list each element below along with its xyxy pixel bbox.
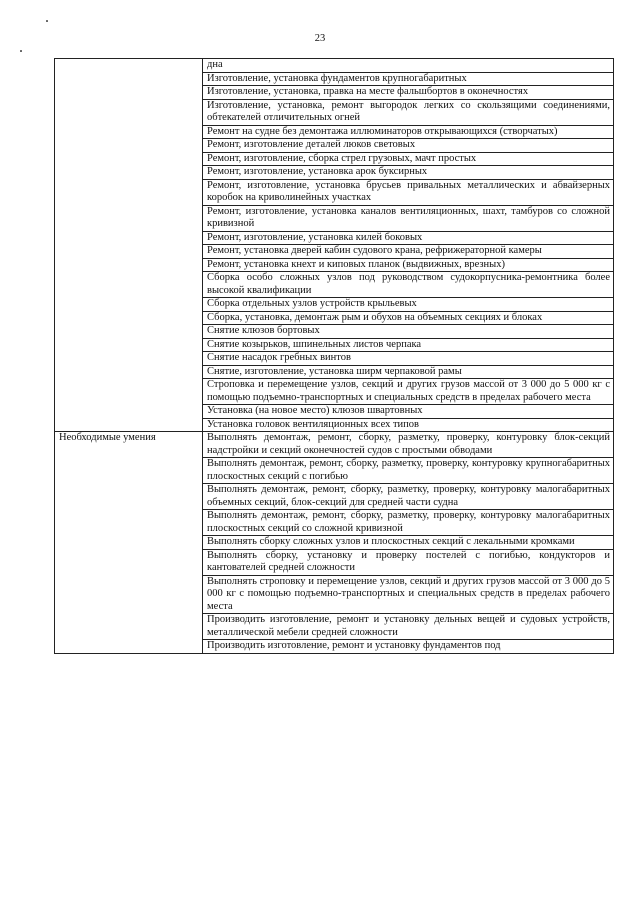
table-cell: Ремонт, изготовление, установка арок буксирных: [203, 166, 614, 180]
table-cell: Ремонт, установка дверей кабин судового крана, рефрижераторной камеры: [203, 245, 614, 259]
table-cell: Сборка особо сложных узлов под руководством судокорпусника-ремонтника более высокой квалификации: [203, 272, 614, 298]
table-cell: Сборка, установка, демонтаж рым и обухов на объемных секциях и блоках: [203, 311, 614, 325]
table-cell: Производить изготовление, ремонт и установку фундаментов под: [203, 640, 614, 654]
table-cell: Снятие козырьков, шпинельных листов черпака: [203, 338, 614, 352]
scan-speck: [20, 50, 22, 52]
table-cell: Ремонт на судне без демонтажа иллюминаторов открывающихся (створчатых): [203, 125, 614, 139]
table-cell: Снятие, изготовление, установка ширм черпаковой рамы: [203, 365, 614, 379]
table-cell: Ремонт, изготовление, установка брусьев привальных металлических и абвайзерных коробок на криволинейных участках: [203, 179, 614, 205]
table-cell: Производить изготовление, ремонт и установку дельных вещей и судовых устройств, металлической мебели средней сложности: [203, 614, 614, 640]
table-cell: Изготовление, установка, правка на месте фальшбортов в оконечностях: [203, 86, 614, 100]
table-cell: Выполнять строповку и перемещение узлов, секций и других грузов массой от 3 000 до 5 000 кг с помощью подъемно-транспортных и специальных средств в пределах рабочего места: [203, 575, 614, 614]
table-cell: Снятие клюзов бортовых: [203, 325, 614, 339]
table-cell: Изготовление, установка фундаментов крупногабаритных: [203, 72, 614, 86]
competency-table: [54, 58, 614, 654]
table-row: [55, 432, 614, 458]
table-cell: Ремонт, изготовление, установка килей боковых: [203, 231, 614, 245]
table-cell: Выполнять сборку сложных узлов и плоскостных секций с лекальными кромками: [203, 536, 614, 550]
table-cell: Выполнять сборку, установку и проверку постелей с погибью, кондукторов и кантователей средней сложности: [203, 549, 614, 575]
table-cell: Выполнять демонтаж, ремонт, сборку, разметку, проверку, контуровку малогабаритных объемных секций, блок-секций для средней части судна: [203, 484, 614, 510]
table-row: [55, 59, 614, 73]
section-label: Необходимые умения: [55, 432, 203, 654]
scan-speck: [46, 20, 48, 22]
table-cell: Ремонт, установка кнехт и киповых планок (выдвижных, врезных): [203, 258, 614, 272]
table-cell: Строповка и перемещение узлов, секций и других грузов массой от 3 000 до 5 000 кг с помощью подъемно-транспортных и специальных средств в пределах рабочего места: [203, 379, 614, 405]
section-label: [55, 59, 203, 432]
table-cell: дна: [203, 59, 614, 73]
competency-table-body: [55, 59, 614, 654]
table-cell: Выполнять демонтаж, ремонт, сборку, разметку, проверку, контуровку блок-секций надстройки и секций оконечностей судов с простыми обводами: [203, 432, 614, 458]
table-cell: Изготовление, установка, ремонт выгородок легких со скользящими соединениями, обтекателей отличительных огней: [203, 99, 614, 125]
table-cell: Выполнять демонтаж, ремонт, сборку, разметку, проверку, контуровку крупногабаритных плоскостных секций с погибью: [203, 458, 614, 484]
table-cell: Установка (на новое место) клюзов швартовных: [203, 405, 614, 419]
table-cell: Ремонт, изготовление, сборка стрел грузовых, мачт простых: [203, 152, 614, 166]
table-cell: Ремонт, изготовление, установка каналов вентиляционных, шахт, тамбуров со сложной кривизной: [203, 205, 614, 231]
table-cell: Выполнять демонтаж, ремонт, сборку, разметку, проверку, контуровку малогабаритных плоскостных секций со сложной кривизной: [203, 510, 614, 536]
table-cell: Снятие насадок гребных винтов: [203, 352, 614, 366]
page-number: 23: [314, 33, 326, 44]
table-cell: Сборка отдельных узлов устройств крыльевых: [203, 298, 614, 312]
table-cell: Установка головок вентиляционных всех типов: [203, 418, 614, 432]
table-cell: Ремонт, изготовление деталей люков световых: [203, 139, 614, 153]
